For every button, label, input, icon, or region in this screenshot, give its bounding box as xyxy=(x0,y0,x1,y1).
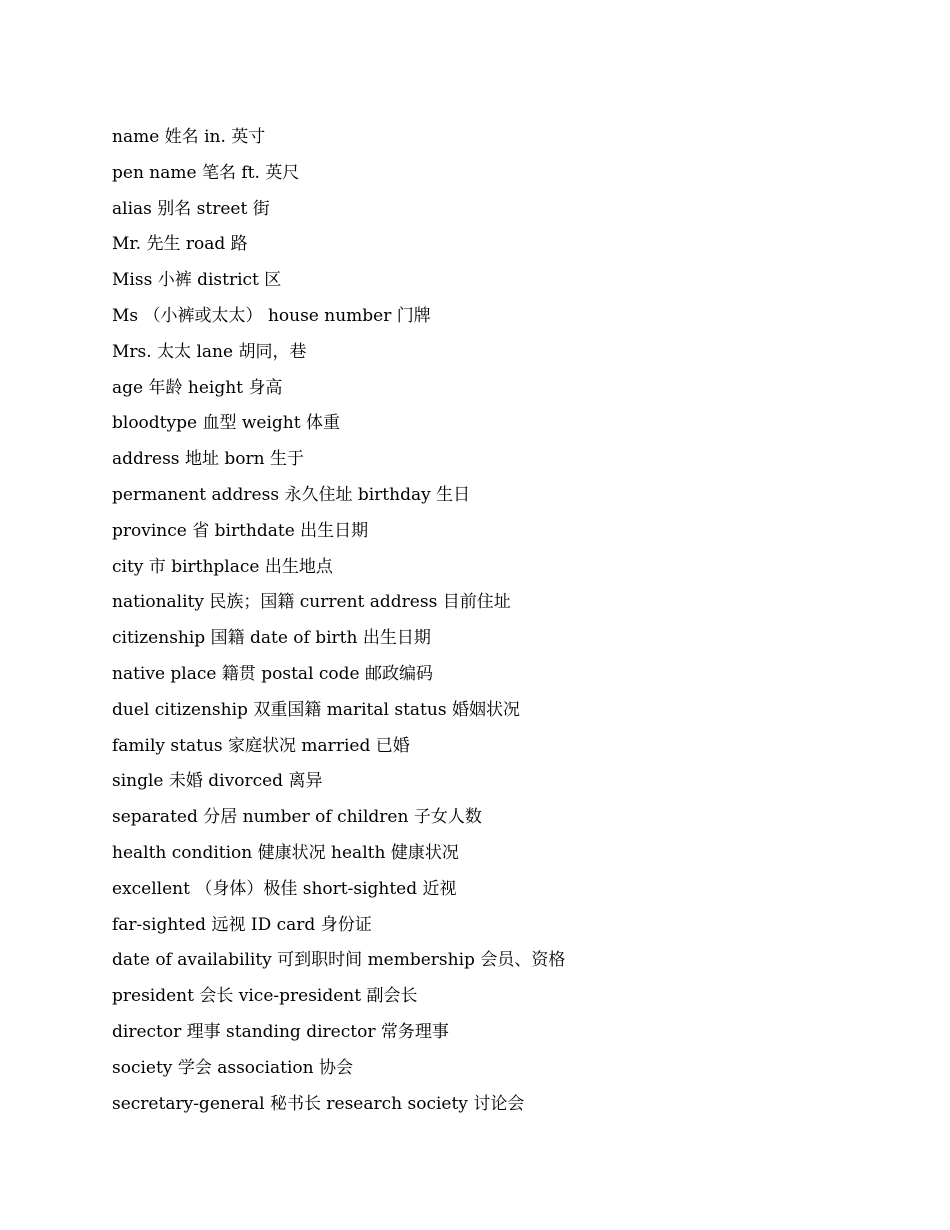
vocab-line: duel citizenship 双重国籍 marital status 婚姻状况 xyxy=(112,699,520,720)
vocab-line: Mrs. 太太 lane 胡同，巷 xyxy=(112,341,307,362)
vocab-line: family status 家庭状况 married 已婚 xyxy=(112,735,410,756)
vocab-line: date of availability 可到职时间 membership 会员、资格 xyxy=(112,950,566,971)
vocab-line: Mr. 先生 road 路 xyxy=(112,234,248,255)
vocab-line: nationality 民族；国籍 current address 目前住址 xyxy=(112,592,511,613)
vocab-line: Ms （小裤或太太） house number 门牌 xyxy=(112,305,431,326)
vocab-line: city 市 birthplace 出生地点 xyxy=(112,556,333,577)
vocab-line: health condition 健康状况 health 健康状况 xyxy=(112,842,459,863)
vocab-line: president 会长 vice-president 副会长 xyxy=(112,986,418,1007)
vocab-line: bloodtype 血型 weight 体重 xyxy=(112,413,340,434)
vocab-line: citizenship 国籍 date of birth 出生日期 xyxy=(112,628,431,649)
vocab-line: permanent address 永久住址 birthday 生日 xyxy=(112,484,471,505)
vocab-line: native place 籍贯 postal code 邮政编码 xyxy=(112,663,434,684)
vocabulary-list xyxy=(112,124,565,1126)
vocab-line: age 年龄 height 身高 xyxy=(112,377,283,398)
vocab-line: name 姓名 in. 英寸 xyxy=(112,127,266,147)
vocab-line: society 学会 association 协会 xyxy=(112,1057,353,1078)
vocab-line: Miss 小裤 district 区 xyxy=(112,270,282,291)
vocab-line: pen name 笔名 ft. 英尺 xyxy=(112,162,300,183)
vocab-line: director 理事 standing director 常务理事 xyxy=(112,1021,449,1042)
vocab-line: address 地址 born 生于 xyxy=(112,449,304,470)
vocab-line: excellent （身体）极佳 short-sighted 近视 xyxy=(112,878,457,899)
vocab-line: secretary-general 秘书长 research society 讨论会 xyxy=(112,1093,525,1114)
vocab-line: far-sighted 远视 ID card 身份证 xyxy=(112,914,372,935)
vocab-line: separated 分居 number of children 子女人数 xyxy=(112,807,482,828)
vocab-line: province 省 birthdate 出生日期 xyxy=(112,520,369,541)
vocab-line: alias 别名 street 街 xyxy=(112,198,270,219)
vocab-line: single 未婚 divorced 离异 xyxy=(112,771,323,792)
